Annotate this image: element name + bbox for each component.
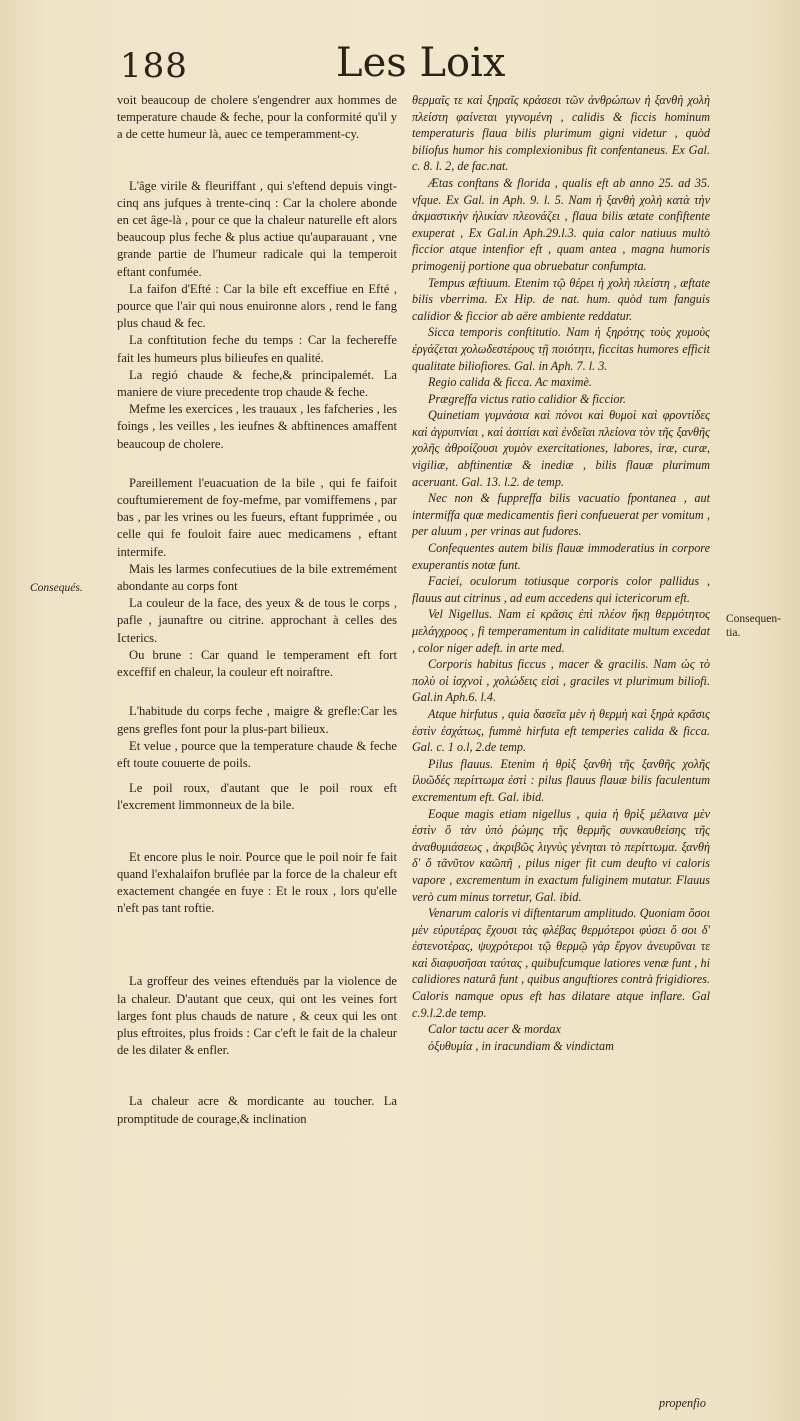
paragraph: Tempus æftiuum. Etenim τῷ θέρει ἡ χολὴ πλείστη , æftate bilis vberrima. Ex Hip. de nat. hum. quòd tum fanguis calidior & ficcior ab aëre ambiente reddatur. xyxy=(412,275,710,323)
paragraph: Le poil roux, d'autant que le poil roux eft l'excrement limmonneux de la bile. xyxy=(117,781,397,813)
paragraph: La couleur de la face, des yeux & de tous le corps , pafle , jaunaftre ou citrine. approchant à celles des Icterics. xyxy=(117,596,397,645)
paragraph: Ou brune : Car quand le temperament eft fort exceffif en chaleur, la couleur eft noiraftre. xyxy=(117,647,397,680)
paragraph: θερμαῖς τε καὶ ξηραῖς κράσεσι τῶν ἀνθρώπων ἡ ξανθὴ χολὴ πλείστη φαίνεται γιγνομένη , calidis & ficcis hominum temperaturis flaua bilis plurimum gigni videtur , quòd biliofus humor his complexionibus fit confentaneus. Ex Gal. c. 8. l. 2, de fac.nat. xyxy=(412,93,710,174)
paragraph: Sicca temporis conftitutio. Nam ἡ ξηρότης τοὺς χυμοὺς ἐργάζεται χολωδεστέρους τῇ ποιότητι, ficcitas humores efficit qualitate biliofiores. Gal. in Aph. 7. l. 3. xyxy=(412,325,710,373)
page-header xyxy=(108,40,708,88)
paragraph: La regió chaude & feche,& principalemét. La maniere de viure precedente trop chaude & feche. xyxy=(117,367,397,400)
paragraph: La chaleur acre & mordicante au toucher. La promptitude de courage,& inclination xyxy=(117,1094,397,1126)
paragraph: Mais les larmes confecutiues de la bile extremément abondante au corps font xyxy=(117,561,397,594)
paragraph: Faciei, oculorum totiusque corporis color pallidus , flauus aut citrinus , ad eum accedens qui ictericorum eft. xyxy=(412,574,710,605)
paragraph: Eoque magis etiam nigellus , quia ἡ θρὶξ μέλαινα μὲν ἐστὶν ὅ τὰν ὑπὸ ῥώμης τῆς θερμῆς συνκαυθείσης τῆς ἀναθυμιάσεως , ἀκριβῶς λιγνὺς γένηται τὸ περίττωμα. ξανθὴ δ' ὅ τᾶνῦτον καῶπῆ , pilus niger fit cum deufto vi caloris vapore , excrementum in exactum fuliginem mutatur. Flauus verò cum minus torretur, Gal. ibid. xyxy=(412,806,710,904)
paragraph: ὀξυθυμία , in iracundiam & vindictam xyxy=(428,1038,614,1053)
page-number: 188 xyxy=(120,46,188,86)
paragraph: La faifon d'Efté : Car la bile eft exceffiue en Efté , pource que l'air qui nous enuironne alors , rend le fang plus chaud & fec. xyxy=(117,281,397,331)
paragraph: Nec non & fuppreffa bilis vacuatio fpontanea , aut intermiffa quæ medicamentis fieri confueuerat per vomitum , per aluum , per vrinas aut fudores. xyxy=(412,491,710,539)
catchword: propenfio xyxy=(659,1396,706,1410)
paragraph: Et encore plus le noir. Pource que le poil noir fe fait quand l'exhalaifon bruflée par la force de la chaleur eft exactement changée en fuye : Et le roux , lors qu'elle n'eft pas tant roftie. xyxy=(117,849,397,916)
paragraph: Quinetiam γυμνάσια καὶ πόνοι καὶ θυμοὶ καὶ φροντίδες καὶ ἀγρυπνίαι , καὶ ἀσιτίαι καὶ ἐνδεῖαι πλείονα τὸν τῆς ξανθῆς χολῆς ἀθροίζουσι χυμὸν exercitationes, labores, iræ, curæ, vigiliæ, abftinentiæ & inediæ , bilis flauæ plurimum aceruant. Gal. 13. l.2. de temp. xyxy=(412,408,710,489)
paragraph: L'habitude du corps feche , maigre & grefle:Car les gens grefles font pour la plus-part bilieux. xyxy=(117,704,397,736)
paragraph: Venarum caloris vi diftentarum amplitudo. Quoniam ὅσοι μὲν εὐρυτέρας ἔχουσι τὰς φλέβας θερμότεροι φύσει ὅ σοι δ' ἐστενοτέρας, ψυχρότεροι τῷ θερμῷ γὰρ ἔργον ἀνευρῦναι τε καὶ διαφυσῆσαι ταύτας , quibufcumque latiores venæ funt , hi calidiores naturâ funt , quibus anguftiores contrà frigidiores. Caloris namque opus eft has dilatare atque inflare. Gal c.9.l.2.de temp. xyxy=(412,906,710,1020)
paragraph: Corporis habitus ficcus , macer & gracilis. Nam ὡς τὸ πολὺ οἱ ἰσχνοὶ , χολώδεις εἰσὶ , graciles vt plurimum biliofi. Gal.in Aph.6. l.4. xyxy=(412,657,710,705)
paragraph: Vel Nigellus. Nam εἰ κρᾶσις ἐπὶ πλέον ἥκῃ θερμότητος μελάγχροος , fi temperamentum in caliditate multum excedat , color niger adeft. in arte med. xyxy=(412,607,710,655)
french-column xyxy=(117,92,397,1128)
paragraph: Pareillement l'euacuation de la bile , qui fe faifoit couftumierement de foy-mefme, par vomiffemens , par bas , par les vrines ou les fueurs, eftant fupprimée , ou celle qui fe fouloit faire auec medicamens , eftant intermife. xyxy=(117,475,397,559)
margin-note-left: Consequés. xyxy=(30,582,83,594)
paragraph: La conftitution feche du temps : Car la fechereffe fait les humeurs plus bilieufes en qualité. xyxy=(117,333,397,365)
paragraph: Mefme les exercices , les trauaux , les fafcheries , les foings , les veilles , les ieufnes & abftinences amaffent beaucoup de cholere. xyxy=(117,402,397,451)
paragraph: Pilus flauus. Etenim ἡ θρὶξ ξανθὴ τῆς ξανθῆς χολῆς ἰλυῶδές περίττωμα ἐστὶ : pilus flauus flauæ bilis faculentum excrementum eft. Gal. ibid. xyxy=(412,756,710,804)
latin-column xyxy=(412,92,710,1054)
paragraph: Et velue , pource que la temperature chaude & feche eft toute couuerte de poils. xyxy=(117,738,397,770)
paragraph: La groffeur des veines eftenduës par la violence de la chaleur. D'autant que ceux, qui ont les veines fort larges font plus chauds de nature , & ceux qui les ont plus eftroites, plus froids : Car c'eft le fait de la chaleur de les dilater & enfler. xyxy=(117,974,397,1058)
margin-note-right: Consequen- tia. xyxy=(726,613,781,639)
paragraph: Confequentes autem bilis flauæ immoderatius in corpore exuperantis notæ funt. xyxy=(412,541,710,572)
paragraph: Calor tactu acer & mordax xyxy=(428,1022,561,1037)
paragraph: Atque hirfutus , quia δασεῖα μὲν ἡ θερμὴ καὶ ξηρὰ κρᾶσις ἐστὶν ἐσχάτως, fummè hirfuta eft temperies calida & ficca. Gal. c. 1 o.l, 2.de temp. xyxy=(412,706,710,755)
running-title: Les Loix xyxy=(336,40,506,86)
paragraph: Ætas conftans & florida , qualis eft ab anno 25. ad 35. vfque. Ex Gal. in Aph. 9. l. 5. Nam ἡ ξανθὴ χολὴ κατὰ τὴν ἀκμαστικὴν ἡλικίαν πλεονάζει , flaua bilis ætate confiftente exuperat , Ex Gal.in Aph.29.l.3. quia calor natiuus multò ficcior atque intenfior eft , quam antea , magna humoris primogenij portione qua obruebatur confumpta. xyxy=(412,175,710,273)
paragraph: voit beaucoup de cholere s'engendrer aux hommes de temperature chaude & feche, pour la conformité qu'il y a de cette humeur là, auec ce temperamment-cy. xyxy=(117,93,397,142)
paragraph: Regio calida & ficca. Ac maximè. xyxy=(428,375,592,390)
paragraph: Prægreffa victus ratio calidior & ficcior. xyxy=(428,391,626,406)
paragraph: L'âge virile & fleuriffant , qui s'eftend depuis vingt-cinq ans jufques à trente-cinq : Car la cholere abonde en cet âge-là , pour ce que la chaleur naturelle eft alors beaucoup plus feche & plus actiue qu'auparauant , vne grande partie de l'humeur radicale qui la temperoit eftant confumée. xyxy=(117,178,397,279)
